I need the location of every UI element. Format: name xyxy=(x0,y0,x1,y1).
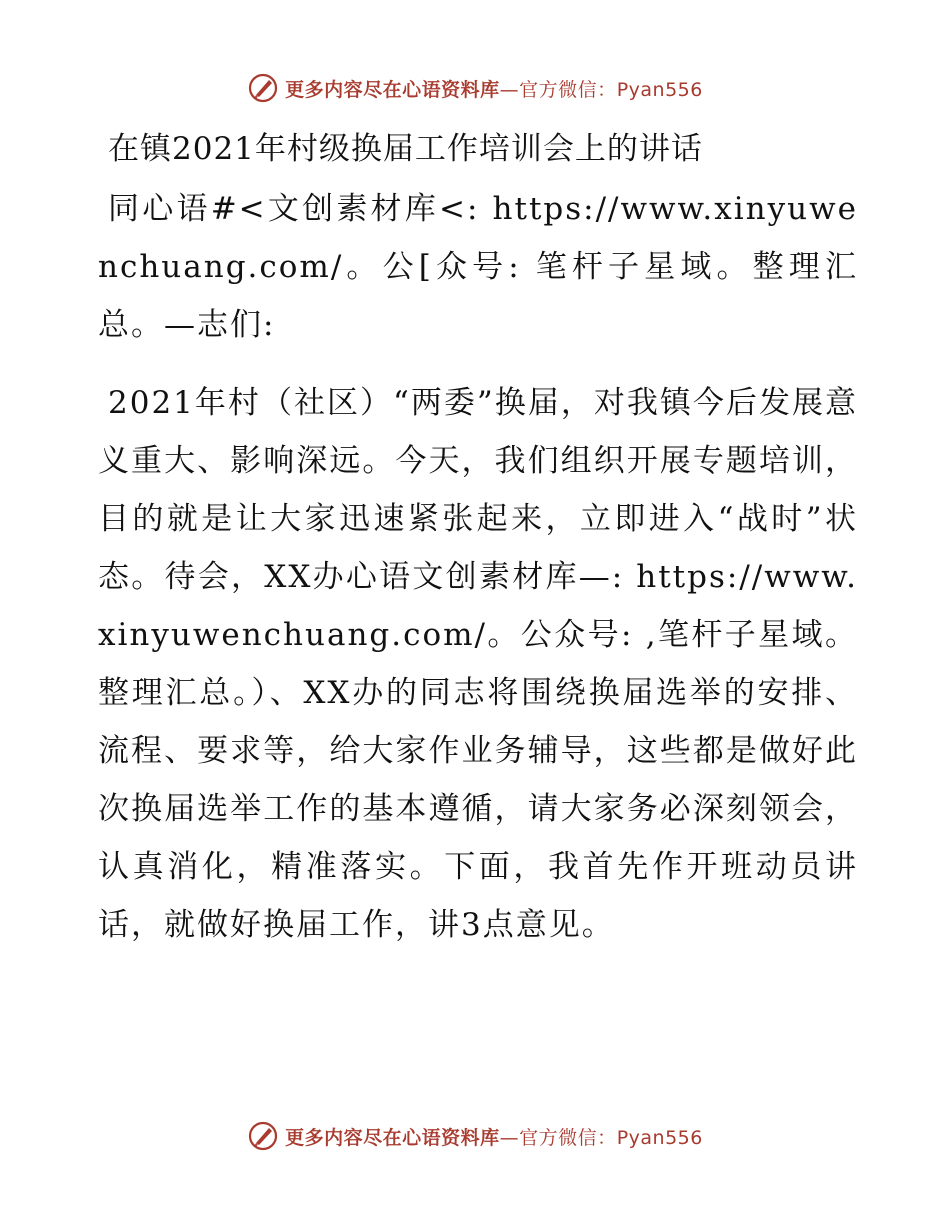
banner-label: 官方微信： xyxy=(519,1126,617,1149)
banner-brand: 更多内容尽在心语资料库 xyxy=(285,78,500,101)
banner-text xyxy=(285,75,703,102)
banner-wechat-id: Pyan556 xyxy=(616,1126,703,1149)
banner-label: 官方微信： xyxy=(519,78,617,101)
banner-dash: — xyxy=(499,78,520,101)
quill-logo-icon xyxy=(247,72,279,104)
header-banner xyxy=(0,72,950,104)
document-body xyxy=(98,122,858,954)
document-title: 在镇2021年村级换届工作培训会上的讲话 xyxy=(108,131,703,167)
quill-logo-icon xyxy=(247,1120,279,1152)
footer-banner xyxy=(0,1120,950,1152)
paragraph-salutation: 同心语#<文创素材库<: https://www.xinyuwenchuang.com/。公[众号: 笔杆子星域。整理汇总。—志们: xyxy=(98,191,858,343)
banner-text xyxy=(285,1123,703,1150)
banner-brand: 更多内容尽在心语资料库 xyxy=(285,1126,500,1149)
paragraph-body: 2021年村（社区）“两委”换届，对我镇今后发展意义重大、影响深远。今天，我们组织开展专题培训，目的就是让大家迅速紧张起来，立即进入“战时”状态。待会，XX办心语文创素材库—: https://www.xinyuwenchuang.com/。公众号: ,笔杆子星域。整理汇总。）、XX办的同志将围绕换届选举的安排、流程、要求等，给大家作业务辅导，这些都是做好此次换届选举工作的基本遵循，请大家务必深刻领会，认真消化，精准落实。下面，我首先作开班动员讲话，就做好换届工作，讲3点意见。 xyxy=(98,385,858,943)
banner-dash: — xyxy=(499,1126,520,1149)
banner-wechat-id: Pyan556 xyxy=(616,78,703,101)
